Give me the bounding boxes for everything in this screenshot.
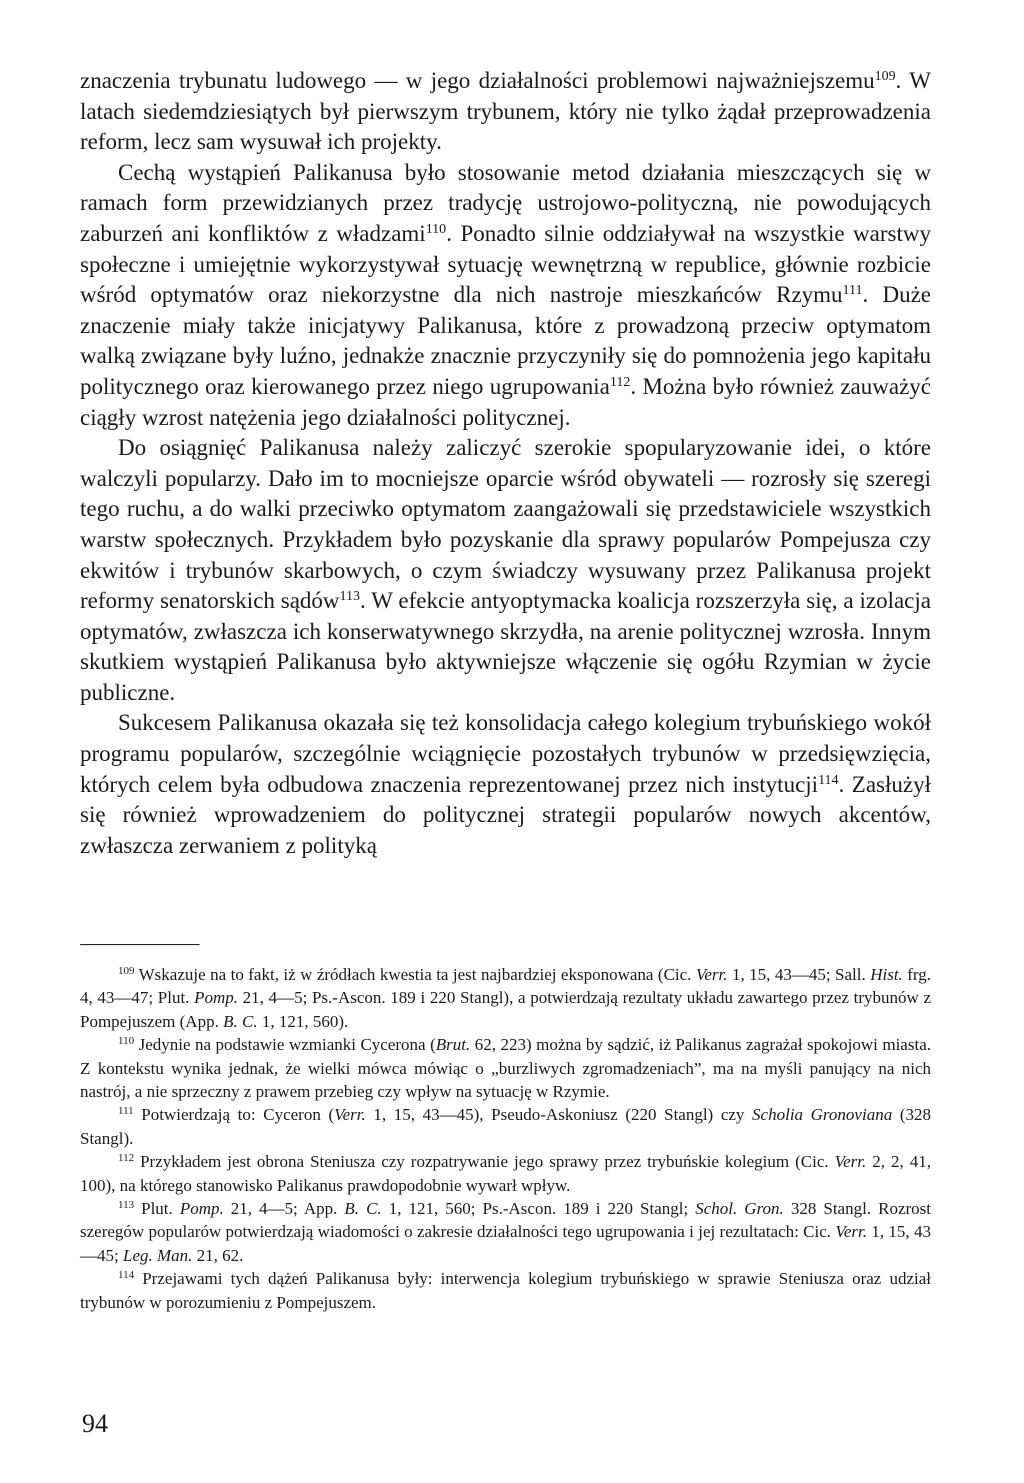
italic-citation: Pomp.	[194, 988, 239, 1008]
text-run: Potwierdzają to: Cyceron (	[133, 1105, 335, 1125]
text-run: . Ponadto silnie oddziaływał na wszystkie warstwy społeczne i umiejętnie wykorzystywał sytuację wewnętrzną w republice, głównie rozbicie wśród optymatów oraz niekorzystne dla nich nastroje mieszkańców Rzymu	[80, 220, 931, 308]
footnote-reference: 113	[339, 589, 361, 605]
italic-citation: Scholia Gronoviana	[752, 1105, 893, 1125]
footnote-separator	[80, 944, 200, 946]
text-run: 1, 15, 43—45;	[80, 1222, 931, 1265]
text-run: 1, 121, 560).	[257, 1011, 349, 1031]
page-number: 94	[82, 1409, 108, 1438]
footnote-number: 113	[118, 1199, 135, 1212]
text-run: Przykładem jest obrona Steniusza czy rozpatrywanie jego sprawy przez trybuńskie kolegium (Cic.	[134, 1152, 835, 1172]
footnote	[80, 1103, 931, 1150]
italic-citation: Verr.	[834, 1152, 867, 1172]
text-run: . Zasłużył się również wprowadzeniem do politycznej strategii popularów nowych akcentów, zwłaszcza zerwaniem z polityką	[80, 771, 931, 858]
footnote-number: 110	[118, 1035, 135, 1048]
text-run: 1, 121, 560; Ps.-Ascon. 189 i 220 Stangl;	[381, 1199, 696, 1219]
italic-citation: Hist.	[870, 965, 903, 984]
italic-citation: B. C.	[223, 1011, 258, 1031]
footnote-reference: 111	[842, 283, 863, 299]
italic-citation: Brut.	[435, 1035, 471, 1055]
main-text	[80, 66, 931, 861]
footnote-number: 111	[118, 1105, 134, 1118]
text-run: . W efekcie antyoptymacka koalicja rozszerzyła się, a izolacja optymatów, zwłaszcza ich konserwatywnego skrzydła, na arenie politycznej wzrosła. Innym skutkiem wystąpień Palikanusa było aktywniejsze włączenie się ogółu Rzymian w życie publiczne.	[80, 588, 931, 705]
footnote	[80, 1150, 931, 1197]
italic-citation: Pomp.	[179, 1199, 224, 1219]
italic-citation: Schol. Gron.	[695, 1199, 784, 1219]
text-run: 21, 4—5; Ps.-Ascon. 189 i 220 Stangl), a potwierdzają rezultaty układu zawartego przez trybunów z Pompejuszem (App.	[80, 988, 931, 1031]
text-run: (328 Stangl).	[80, 1105, 931, 1148]
footnote-reference: 112	[609, 374, 631, 390]
text-run: 328 Stangl. Rozrost szeregów popularów potwierdzają wiadomości o zakresie działalności tego ugrupowania i jej rezultatach: Cic.	[80, 1199, 931, 1242]
text-run: Wskazuje na to fakt, iż w źródłach kwestia ta jest najbardziej eksponowana (Cic.	[134, 965, 696, 984]
page-content	[80, 66, 931, 861]
footnote-reference: 110	[425, 221, 447, 237]
text-run: 2, 2, 41, 100), na którego stanowisko Palikanus prawdopodobnie wywarł wpływ.	[80, 1152, 932, 1195]
italic-citation: Verr.	[334, 1105, 366, 1125]
text-run: Jedynie na podstawie wzmianki Cycerona (	[134, 1035, 436, 1055]
footnote-number: 112	[118, 1152, 135, 1165]
text-run: 1, 15, 43—45; Sall.	[727, 965, 871, 984]
text-run: 62, 223) można by sądzić, iż Palikanus zagrażał spokojowi miasta. Z kontekstu wynika jednak, że wielki mówca mówiąc o „burzliwych zgromadzeniach”, ma na myśli panujący na nich nastrój, a nie sprzeczny z prawem przebieg czy wpływ na sytuację w Rzymie.	[80, 1035, 931, 1102]
italic-citation: Verr.	[695, 965, 728, 984]
footnote	[80, 1267, 931, 1314]
text-run: znaczenia trybunatu ludowego — w jego działalności problemowi najważniejszemu	[80, 68, 875, 93]
text-run: Cechą wystąpień Palikanusa było stosowanie metod działania mieszczących się w ramach form przewidzianych przez tradycję ustrojowo-polityczną, nie powodujących zaburzeń ani konfliktów z władzami	[80, 159, 931, 246]
text-run: 21, 4—5; App.	[223, 1199, 345, 1219]
italic-citation: B. C.	[344, 1199, 382, 1219]
footnote-number: 114	[118, 1269, 135, 1282]
text-run: frg. 4, 43—47; Plut.	[80, 965, 932, 1008]
text-run: . Duże znaczenie miały także inicjatywy Palikanusa, które z prowadzoną przeciw optymatom walką związane były luźno, jednakże znacznie przyczyniły się do pomnożenia jego kapitału politycznego oraz kierowanego przez niego ugrupowania	[80, 282, 931, 399]
footnote-reference: 114	[818, 772, 839, 788]
body-paragraph	[80, 708, 931, 861]
body-paragraph	[80, 158, 931, 433]
text-run: 21, 62.	[192, 1245, 244, 1265]
text-run: Do osiągnięć Palikanusa należy zaliczyć szerokie spopularyzowanie idei, o które walczyli popularzy. Dało im to mocniejsze oparcie wśród obywateli — rozrosły się szeregi tego ruchu, a do walki przeciwko optymatom zaangażowali się przedstawiciele wszystkich warstw społecznych. Przykładem było pozyskanie dla sprawy popularów Pompejusza czy ekwitów i trybunów skarbowych, o czym świadczy wysuwany przez Palikanusa projekt reformy senatorskich sądów	[80, 435, 931, 614]
body-paragraph	[80, 433, 931, 708]
text-run: 1, 15, 43—45), Pseudo-Askoniusz (220 Stangl) czy	[365, 1105, 753, 1125]
body-paragraph	[80, 66, 931, 158]
italic-citation: Leg. Man.	[122, 1245, 193, 1265]
italic-citation: Verr.	[835, 1222, 868, 1242]
text-run: . W latach siedemdziesiątych był pierwszym trybunem, który nie tylko żądał przeprowadzenia reform, lecz sam wysuwał ich projekty.	[80, 68, 932, 155]
footnote	[80, 1197, 931, 1267]
footnotes-section	[80, 963, 931, 1314]
text-run: Sukcesem Palikanusa okazała się też konsolidacja całego kolegium trybuńskiego wokół programu popularów, szczególnie wciągnięcie pozostałych trybunów w przedsięwzięcia, których celem była odbudowa znaczenia reprezentowanej przez nich instytucji	[80, 710, 931, 797]
footnote-number: 109	[118, 965, 135, 977]
text-run: Przejawami tych dążeń Palikanusa były: interwencja kolegium trybuńskiego w sprawie Steniusza oraz udział trybunów w porozumieniu z Pompejuszem.	[80, 1269, 931, 1312]
footnote-reference: 109	[874, 69, 896, 84]
text-run: Plut.	[134, 1199, 180, 1219]
text-run: . Można było również zauważyć ciągły wzrost natężenia jego działalności politycznej.	[80, 373, 931, 430]
footnote	[80, 963, 931, 1033]
footnote	[80, 1033, 931, 1103]
